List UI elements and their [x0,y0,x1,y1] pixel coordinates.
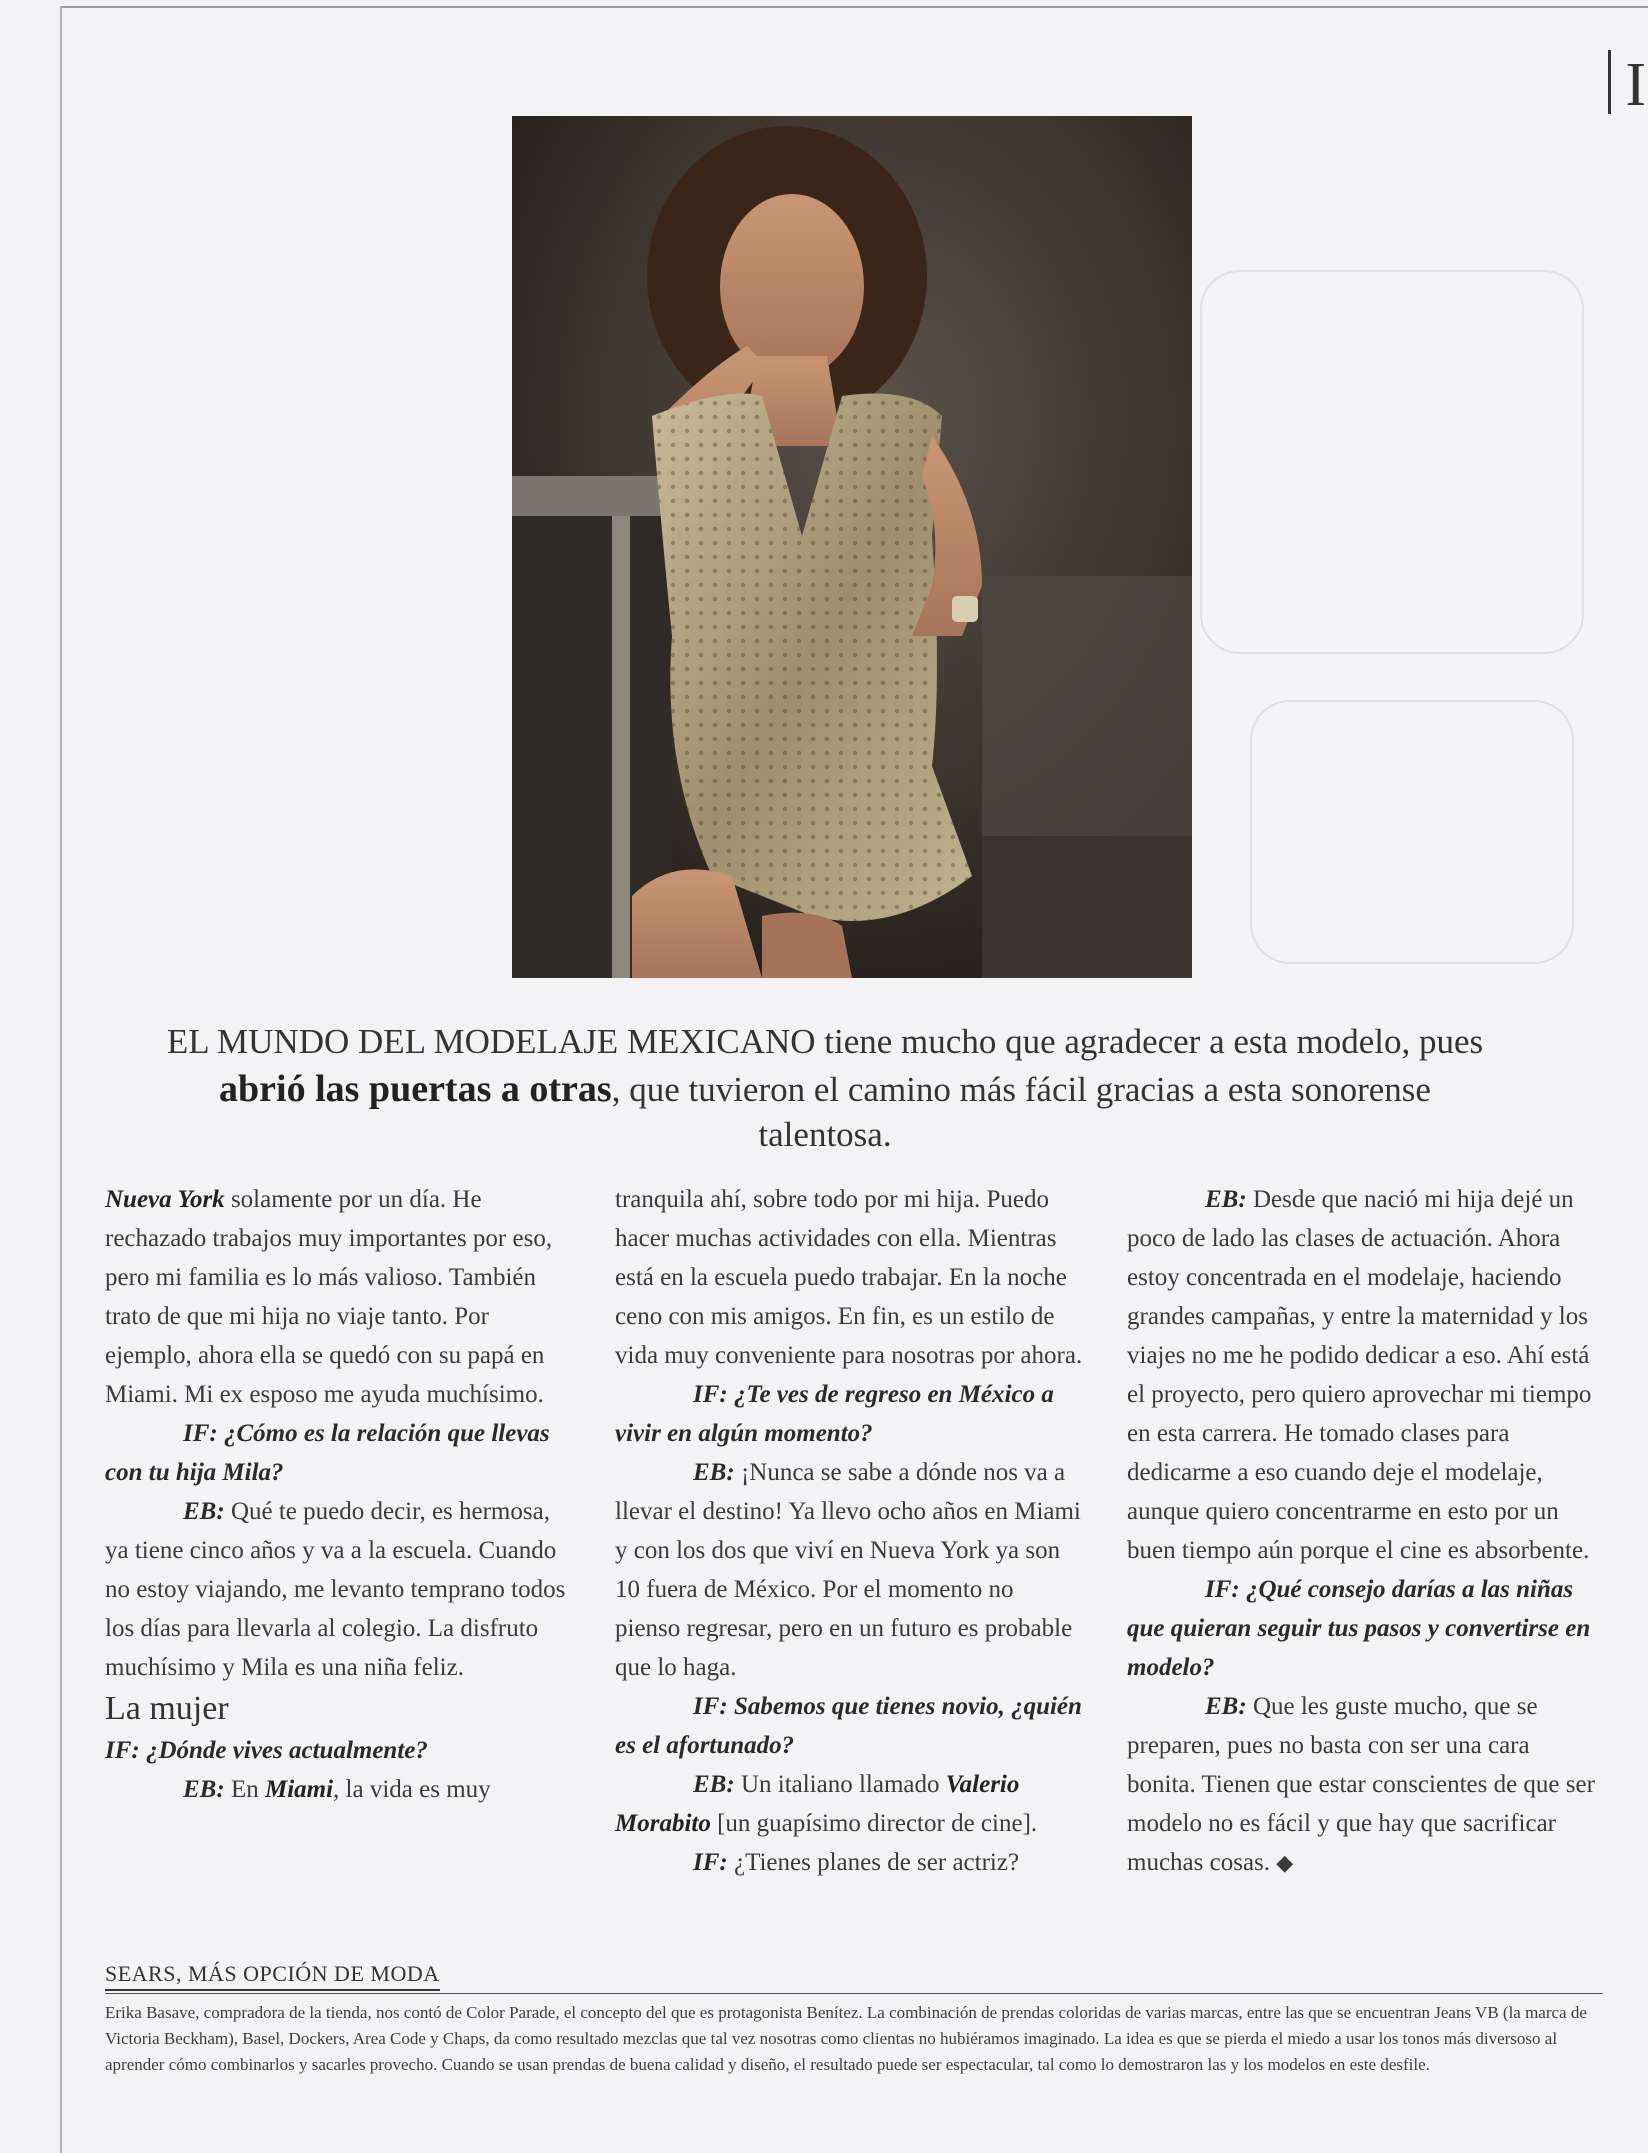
question: IF: ¿Tienes planes de ser actriz? [693,1849,1020,1876]
question: IF: ¿Qué consejo darías a las niñas que quieran seguir tus pasos y convertirse en modelo? [1127,1576,1591,1681]
answer: EB: ¡Nunca se sabe a dónde nos va a llevar el destino! Ya llevo ocho años en Miami y con los dos que viví en Nueva York ya son 10 fuera de México. Por el momento no pienso regresar, pero en un futuro es probable que lo haga. [615,1459,1081,1681]
answer: EB: Desde que nació mi hija dejé un poco de lado las clases de actuación. Ahora estoy concentrada en el modelaje, haciendo grandes campañas, y entre la maternidad y los viajes no me he podido dedicar a eso. Ahí está el proyecto, pero quiero aprovechar mi tiempo en esta carrera. He tomado clases para dedicarme a eso cuando deje el modelaje, aunque quiero concentrarme en esto por un buen tiempo aún porque el cine es absorbente. [1127,1186,1592,1564]
question: IF: ¿Dónde vives actualmente? [105,1737,428,1764]
page-left-rule [60,6,62,2153]
page-top-rule [60,6,1648,8]
answer: EB: En Miami, la vida es muy [183,1776,491,1803]
lead-emphasis: abrió las puertas a otras [219,1067,612,1110]
section-subheading: La mujer [105,1690,229,1727]
column-2 [615,1180,1085,1882]
end-mark-icon: ◆ [1276,1850,1294,1875]
paragraph: tranquila ahí, sobre todo por mi hija. Puedo hacer muchas actividades con ella. Mientras está en la escuela puedo trabajar. En la noche ceno con mis amigos. En fin, es un estilo de vida muy conveniente para nosotras por ahora. [615,1186,1083,1369]
sidebar-rule [105,1993,1603,1994]
background-decoration [1200,270,1584,654]
question: IF: ¿Cómo es la relación que llevas con tu hija Mila? [105,1420,550,1486]
model-portrait-photo [512,116,1192,978]
answer: EB: Que les guste mucho, que se preparen, pues no basta con ser una cara bonita. Tienen que estar conscientes de que ser modelo no es fácil y que hay que sacrificar muchas cosas. ◆ [1127,1693,1595,1876]
answer: EB: Un italiano llamado Valerio Morabito [un guapísimo director de cine]. [615,1771,1038,1837]
sidebar-text: Erika Basave, compradora de la tienda, nos contó de Color Parade, el concepto del que es protagonista Benítez. La combinación de prendas coloridas de varias marcas, entre las que se encuentran Jeans VB (la marca de Victoria Beckham), Basel, Dockers, Area Code y Chaps, da como resultado mezclas que tal vez nosotras como clientas no hubiéramos imaginado. La idea es que se pierda el miedo a usar los tonos más diversoso al aprender cómo combinarlos y sacarles provecho. Cuando se usan prendas de buena calidad y diseño, el resultado puede ser espectacular, tal como lo demostraron las y los modelos en este desfile. [105,2003,1587,2074]
background-decoration [1250,700,1574,964]
answer: EB: Qué te puedo decir, es hermosa, ya tiene cinco años y va a la escuela. Cuando no estoy viajando, me levanto temprano todos los días para llevarla al colegio. La disfruto muchísimo y Mila es una niña feliz. [105,1498,566,1681]
sidebar-title: SEARS, MÁS OPCIÓN DE MODA [105,1961,440,1991]
question: IF: ¿Te ves de regreso en México a vivir en algún momento? [615,1381,1054,1447]
column-3 [1127,1180,1597,1882]
column-1 [105,1180,575,1809]
lead-paragraph: EL MUNDO DEL MODELAJE MEXICANO tiene mucho que agradecer a esta modelo, pues abrió las puertas a otras, que tuvieron el camino más fácil gracias a esta sonorense talentosa. [166,1022,1484,1155]
question: IF: Sabemos que tienes novio, ¿quién es el afortunado? [615,1693,1082,1759]
section-marker: I [1608,50,1648,121]
paragraph: Nueva York solamente por un día. He rechazado trabajos muy importantes por eso, pero mi familia es lo más valioso. También trato de que mi hija no viaje tanto. Por ejemplo, ahora ella se quedó con su papá en Miami. Mi ex esposo me ayuda muchísimo. [105,1186,553,1408]
